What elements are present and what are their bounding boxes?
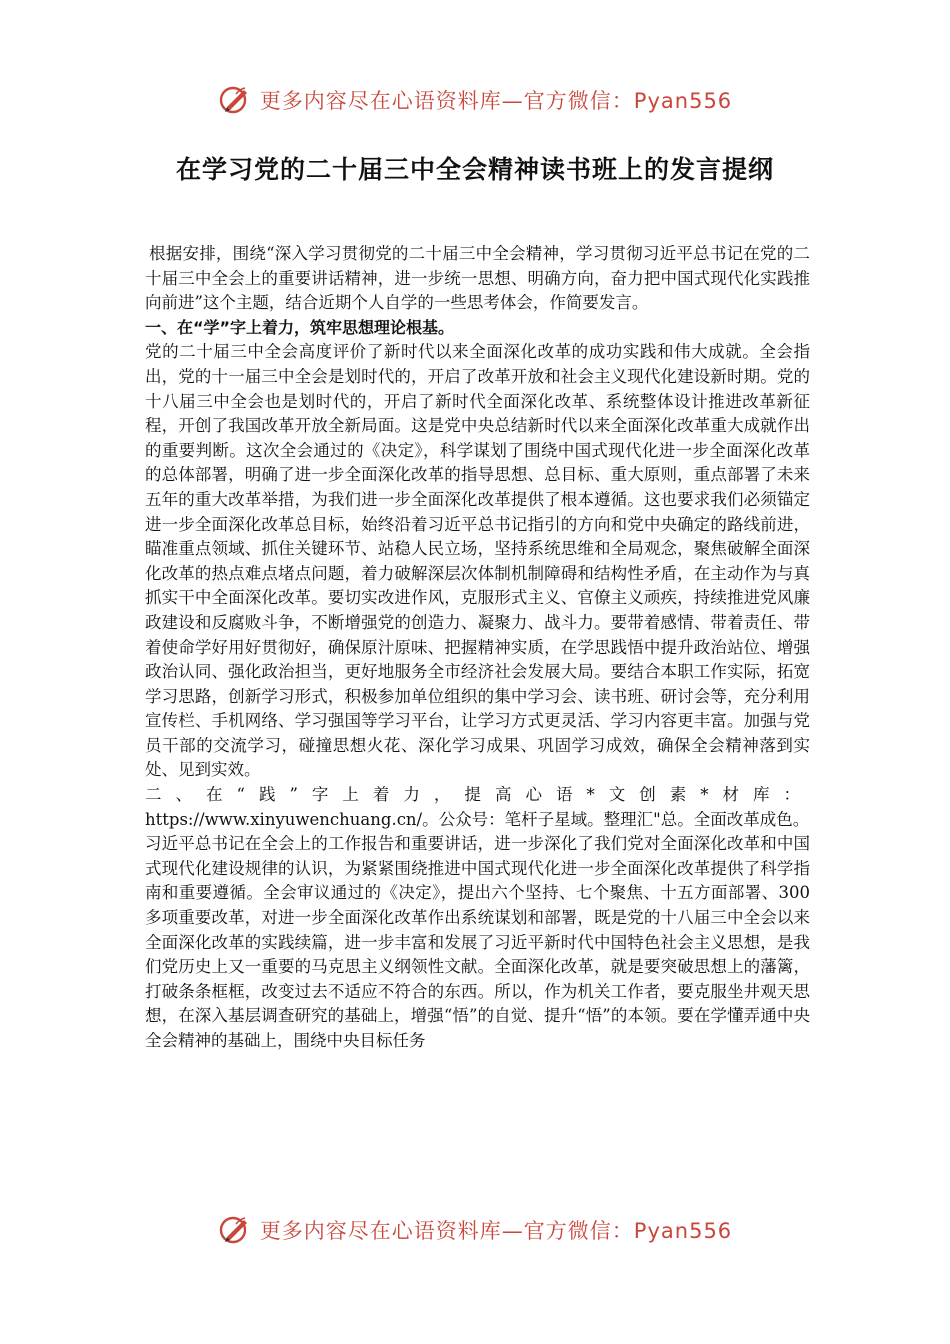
section-2-heading [145, 783, 810, 832]
section-2-body: 习近平总书记在全会上的工作报告和重要讲话，进一步深化了我们党对全面深化改革和中国式现代化建设规律的认识，为紧紧围绕推进中国式现代化进一步全面深化改革提供了科学指南和重要遵循。全会审议通过的《决定》，提出六个坚持、七个聚焦、十五方面部署、300多项重要改革，对进一步全面深化改革作出系统谋划和部署，既是党的十八届三中全会以来全面深化改革的实践续篇，进一步丰富和发展了习近平新时代中国特色社会主义思想，是我们党历史上又一重要的马克思主义纲领性文献。全面深化改革，就是要突破思想上的藩篱，打破条条框框，改变过去不适应不符合的东西。所以，作为机关工作者，要克服坐井观天思想，在深入基层调查研究的基础上，增强“悟”的自觉、提升“悟”的本领。要在学懂弄通中央全会精神的基础上，围绕中央目标任务 [145, 834, 810, 1050]
footer-banner [0, 1210, 950, 1250]
banner-text: 更多内容尽在心语资料库—官方微信：Pyan556 [259, 1219, 733, 1243]
section-1-heading: 一、在“学”字上着力，筑牢思想理论根基。 [145, 317, 455, 337]
header-banner [0, 80, 950, 120]
page-title: 在学习党的二十届三中全会精神读书班上的发言提纲 [175, 155, 774, 184]
section-2-heading-url: https://www.xinyuwenchuang.cn/。公众号：笔杆子星域。整理汇"总。全面改革成色。 [145, 809, 810, 829]
brush-pen-logo-icon [218, 1213, 252, 1247]
intro-paragraph: 根据安排，围绕“深入学习贯彻党的二十届三中全会精神，学习贯彻习近平总书记在党的二十届三中全会上的重要讲话精神，进一步统一思想、明确方向，奋力把中国式现代化实践推向前进”这个主题，结合近期个人自学的一些思考体会，作简要发言。 [145, 244, 810, 313]
document-body [145, 242, 810, 1054]
banner-text: 更多内容尽在心语资料库—官方微信：Pyan556 [259, 89, 733, 113]
brush-pen-logo-icon [218, 83, 252, 117]
section-2-heading-label: 二、在“践”字上着力，提高心语*文创素*材库： [145, 785, 810, 805]
section-1-body: 党的二十届三中全会高度评价了新时代以来全面深化改革的成功实践和伟大成就。全会指出，党的十一届三中全会是划时代的，开启了改革开放和社会主义现代化建设新时期。党的十八届三中全会也是划时代的，开启了新时代全面深化改革、系统整体设计推进改革新征程，开创了我国改革开放全新局面。这是党中央总结新时代以来全面深化改革重大成就作出的重要判断。这次全会通过的《决定》，科学谋划了围绕中国式现代化进一步全面深化改革的总体部署，明确了进一步全面深化改革的指导思想、总目标、重大原则，重点部署了未来五年的重大改革举措，为我们进一步全面深化改革提供了根本遵循。这也要求我们必须锚定进一步全面深化改革总目标，始终沿着习近平总书记指引的方向和党中央确定的路线前进，瞄准重点领域、抓住关键环节、站稳人民立场，坚持系统思维和全局观念，聚焦破解全面深化改革的热点难点堵点问题，着力破解深层次体制机制障碍和结构性矛盾，在主动作为与真抓实干中全面深化改革。要切实改进作风，克服形式主义、官僚主义顽疾，持续推进党风廉政建设和反腐败斗争，不断增强党的创造力、凝聚力、战斗力。要带着感情、带着责任、带着使命学好用好贯彻好，确保原汁原味、把握精神实质，在学思践悟中提升政治站位、增强政治认同、强化政治担当，更好地服务全市经济社会发展大局。要结合本职工作实际，拓宽学习思路，创新学习形式，积极参加单位组织的集中学习会、读书班、研讨会等，充分利用宣传栏、手机网络、学习强国等学习平台，让学习方式更灵活、学习内容更丰富。加强与党员干部的交流学习，碰撞思想火花、深化学习成果、巩固学习成效，确保全会精神落到实处、见到实效。 [145, 342, 810, 780]
